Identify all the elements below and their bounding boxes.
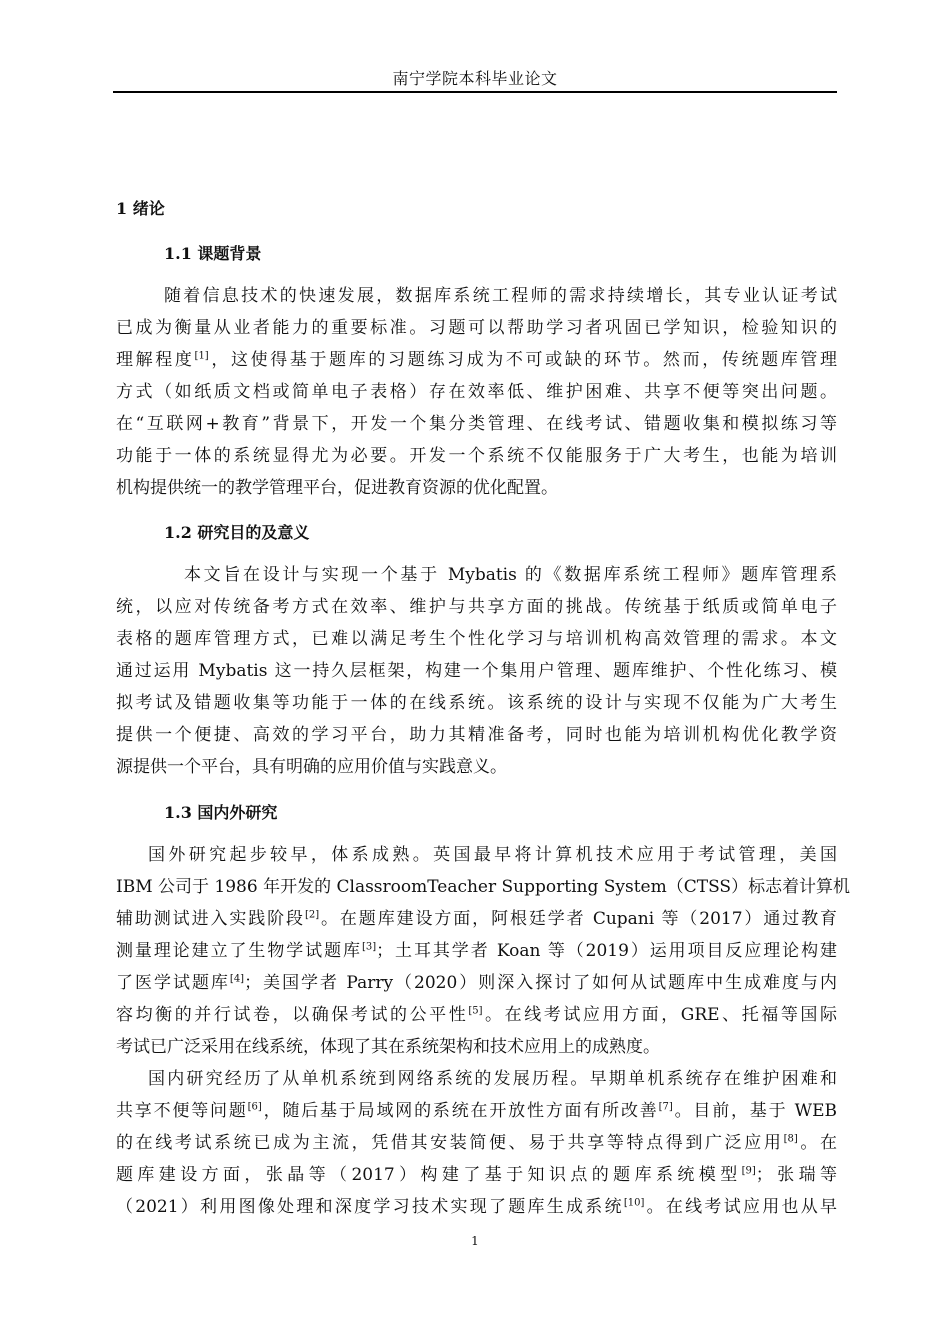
text-fragment: （2021）利用图像处理和深度学习技术实现了题库生成系统 (116, 1197, 624, 1217)
paragraph-domestic-research (116, 1063, 837, 1223)
citation: [1] (194, 350, 209, 362)
text-line: 统，以应对传统备考方式在效率、维护与共享方面的挑战。传统基于纸质或简单电子 (116, 597, 837, 617)
text-line: 方式（如纸质文档或简单电子表格）存在效率低、维护困难、共享不便等突出问题。 (116, 382, 837, 402)
text-fragment: 理解程度 (116, 350, 195, 370)
section-heading-1-2: 1.2 研究目的及意义 (164, 523, 310, 542)
text-line: 源提供一个平台，具有明确的应用价值与实践意义。 (116, 757, 507, 777)
text-line: 通过运用 Mybatis 这一持久层框架，构建一个集用户管理、题库维护、个性化练习、模 (116, 661, 837, 681)
text-line (116, 967, 837, 999)
text-line: 考试已广泛采用在线系统，体现了其在系统架构和技术应用上的成熟度。 (116, 1037, 660, 1057)
text-line (116, 1095, 837, 1127)
page-number: 1 (471, 1234, 479, 1248)
header-rule (113, 91, 837, 93)
text-fragment: 。目前，基于 WEB (672, 1101, 838, 1121)
text-line: 机构提供统一的教学管理平台，促进教育资源的优化配置。 (116, 478, 558, 498)
text-line (116, 1159, 837, 1191)
text-fragment: ；美国学者 Parry（2020）则深入探讨了如何从试题库中生成难度与内 (244, 973, 838, 993)
citation: [4] (229, 973, 245, 985)
text-line: 拟考试及错题收集等功能于一体的在线系统。该系统的设计与实现不仅能为广大考生 (116, 693, 837, 713)
text-line: 在“互联网+教育”背景下，开发一个集分类管理、在线考试、错题收集和模拟练习等 (116, 414, 837, 434)
text-line: 国外研究起步较早，体系成熟。英国最早将计算机技术应用于考试管理，美国 (148, 845, 837, 865)
text-line: IBM 公司于 1986 年开发的 ClassroomTeacher Supporting System（CTSS）标志着计算机 (116, 877, 851, 897)
text-line (116, 999, 837, 1031)
text-line (116, 1191, 837, 1223)
text-fragment: 了医学试题库 (116, 973, 230, 993)
text-line: 功能于一体的系统显得尤为必要。开发一个系统不仅能服务于广大考生，也能为培训 (116, 446, 837, 466)
citation: [5] (468, 1005, 483, 1017)
citation: [9] (741, 1165, 756, 1177)
citation: [3] (361, 941, 377, 953)
text-fragment: ；张瑞等 (755, 1165, 837, 1185)
paragraph-purpose (116, 559, 837, 783)
paragraph-foreign-research (116, 839, 851, 1063)
text-fragment: 。在线考试应用方面，GRE、托福等国际 (482, 1005, 838, 1025)
text-fragment: 题库建设方面，张晶等（2017）构建了基于知识点的题库系统模型 (116, 1165, 742, 1185)
text-fragment: 容均衡的并行试卷，以确保考试的公平性 (116, 1005, 469, 1025)
citation: [10] (623, 1197, 645, 1209)
section-heading-1-1: 1.1 课题背景 (164, 244, 262, 263)
text-line: 提供一个便捷、高效的学习平台，助力其精准备考，同时也能为培训机构优化教学资 (116, 725, 837, 745)
text-fragment: 共享不便等问题 (116, 1101, 248, 1121)
text-fragment: 测量理论建立了生物学试题库 (116, 941, 362, 961)
text-line: 国内研究经历了从单机系统到网络系统的发展历程。早期单机系统存在维护困难和 (148, 1069, 837, 1089)
text-fragment: 辅助测试进入实践阶段 (116, 909, 305, 929)
citation: [2] (304, 909, 320, 921)
text-line (116, 1127, 837, 1159)
text-line: 本文旨在设计与实现一个基于 Mybatis 的《数据库系统工程师》题库管理系 (184, 565, 837, 585)
section-heading-1-3: 1.3 国内外研究 (164, 803, 278, 822)
text-fragment: 。在线考试应用也从早 (644, 1197, 838, 1217)
citation: [7] (658, 1101, 673, 1113)
chapter-heading: 1 绪论 (116, 199, 165, 218)
text-fragment: ；土耳其学者 Koan 等（2019）运用项目反应理论构建 (376, 941, 838, 961)
text-line (116, 344, 837, 376)
text-line (116, 903, 837, 935)
text-fragment: ，这使得基于题库的习题练习成为不可或缺的环节。然而，传统题库管理 (208, 350, 838, 370)
text-line (116, 935, 837, 967)
citation: [8] (783, 1133, 798, 1145)
text-fragment: 。在题库建设方面，阿根廷学者 Cupani 等（2017）通过教育 (319, 909, 838, 929)
text-line: 随着信息技术的快速发展，数据库系统工程师的需求持续增长，其专业认证考试 (164, 286, 837, 306)
running-header: 南宁学院本科毕业论文 (392, 69, 558, 88)
text-line: 已成为衡量从业者能力的重要标准。习题可以帮助学习者巩固已学知识，检验知识的 (116, 318, 837, 338)
paragraph-background (116, 280, 837, 504)
citation: [6] (247, 1101, 262, 1113)
text-fragment: 。在 (797, 1133, 838, 1153)
text-line: 表格的题库管理方式，已难以满足考生个性化学习与培训机构高效管理的需求。本文 (116, 629, 837, 649)
text-fragment: 的在线考试系统已成为主流，凭借其安装简便、易于共享等特点得到广泛应用 (116, 1133, 784, 1153)
text-fragment: ，随后基于局域网的系统在开放性方面有所改善 (261, 1101, 659, 1121)
